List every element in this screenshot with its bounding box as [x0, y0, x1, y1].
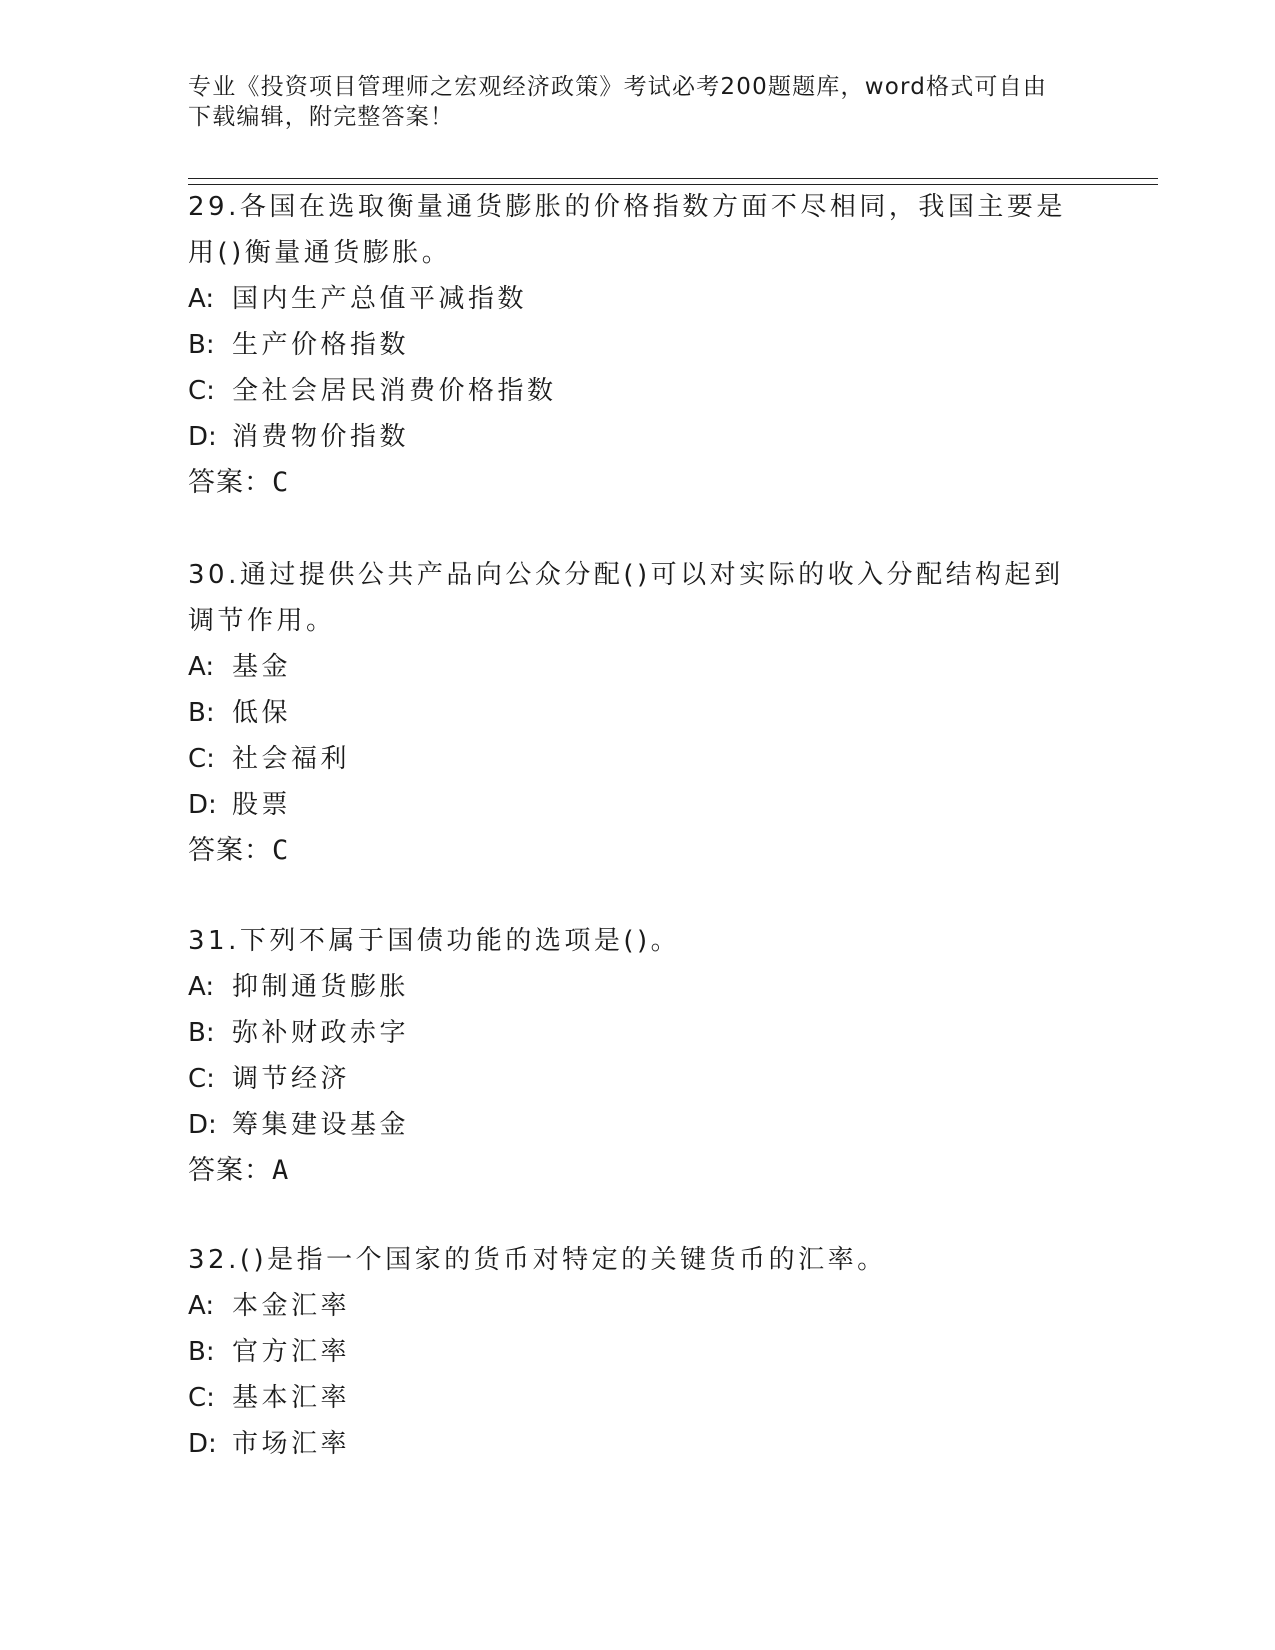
- option-text: 弥补财政赤字: [232, 1018, 410, 1048]
- option-key: D:: [188, 1110, 217, 1140]
- option-b: [188, 690, 1088, 736]
- option-a: [188, 1283, 1088, 1329]
- option-text: 筹集建设基金: [232, 1110, 410, 1140]
- option-text: 官方汇率: [232, 1337, 351, 1367]
- question-29: [188, 184, 1088, 506]
- answer-label: 答案：: [188, 1155, 272, 1186]
- answer-value: C: [272, 467, 290, 498]
- option-a: [188, 964, 1088, 1010]
- answer-label: 答案：: [188, 835, 272, 866]
- option-text: 生产价格指数: [232, 330, 410, 360]
- option-key: A:: [188, 652, 215, 682]
- option-d: [188, 414, 1088, 460]
- question-stem: 29.各国在选取衡量通货膨胀的价格指数方面不尽相同，我国主要是用()衡量通货膨胀。: [188, 192, 1066, 268]
- option-text: 基金: [232, 652, 292, 682]
- option-a: [188, 644, 1088, 690]
- answer-label: 答案：: [188, 467, 272, 498]
- header-divider-top: [188, 178, 1158, 179]
- option-text: 抑制通货膨胀: [232, 972, 410, 1002]
- option-c: [188, 1375, 1088, 1421]
- option-b: [188, 322, 1088, 368]
- question-30: [188, 552, 1088, 874]
- option-key: A:: [188, 284, 215, 314]
- option-text: 市场汇率: [232, 1429, 351, 1459]
- answer-value: C: [272, 835, 290, 866]
- option-text: 基本汇率: [232, 1383, 351, 1413]
- option-b: [188, 1010, 1088, 1056]
- option-key: D:: [188, 1429, 217, 1459]
- option-key: D:: [188, 422, 217, 452]
- option-key: D:: [188, 790, 217, 820]
- option-d: [188, 1421, 1088, 1467]
- option-a: [188, 276, 1088, 322]
- option-key: A:: [188, 1291, 215, 1321]
- document-intro: 专业《投资项目管理师之宏观经济政策》考试必考200题题库，word格式可自由下载编辑，附完整答案！: [188, 74, 1048, 130]
- option-key: C:: [188, 1064, 215, 1094]
- option-b: [188, 1329, 1088, 1375]
- question-stem: 30.通过提供公共产品向公众分配()可以对实际的收入分配结构起到调节作用。: [188, 560, 1064, 636]
- option-text: 调节经济: [232, 1064, 351, 1094]
- answer-line: [188, 828, 1088, 874]
- option-key: B:: [188, 698, 215, 728]
- option-text: 国内生产总值平减指数: [232, 284, 528, 314]
- option-d: [188, 1102, 1088, 1148]
- question-32: [188, 1237, 1088, 1467]
- answer-line: [188, 460, 1088, 506]
- option-key: A:: [188, 972, 215, 1002]
- question-stem: 31.下列不属于国债功能的选项是()。: [188, 926, 681, 956]
- answer-value: A: [272, 1155, 290, 1186]
- option-c: [188, 1056, 1088, 1102]
- option-text: 低保: [232, 698, 292, 728]
- question-31: [188, 918, 1088, 1194]
- option-text: 全社会居民消费价格指数: [232, 376, 557, 406]
- option-key: B:: [188, 1337, 215, 1367]
- option-text: 社会福利: [232, 744, 351, 774]
- option-text: 消费物价指数: [232, 422, 410, 452]
- option-key: C:: [188, 1383, 215, 1413]
- option-d: [188, 782, 1088, 828]
- option-text: 股票: [232, 790, 292, 820]
- option-key: B:: [188, 1018, 215, 1048]
- option-text: 本金汇率: [232, 1291, 351, 1321]
- question-stem: 32.()是指一个国家的货币对特定的关键货币的汇率。: [188, 1245, 887, 1275]
- option-key: B:: [188, 330, 215, 360]
- option-c: [188, 736, 1088, 782]
- option-key: C:: [188, 744, 215, 774]
- option-key: C:: [188, 376, 215, 406]
- answer-line: [188, 1148, 1088, 1194]
- option-c: [188, 368, 1088, 414]
